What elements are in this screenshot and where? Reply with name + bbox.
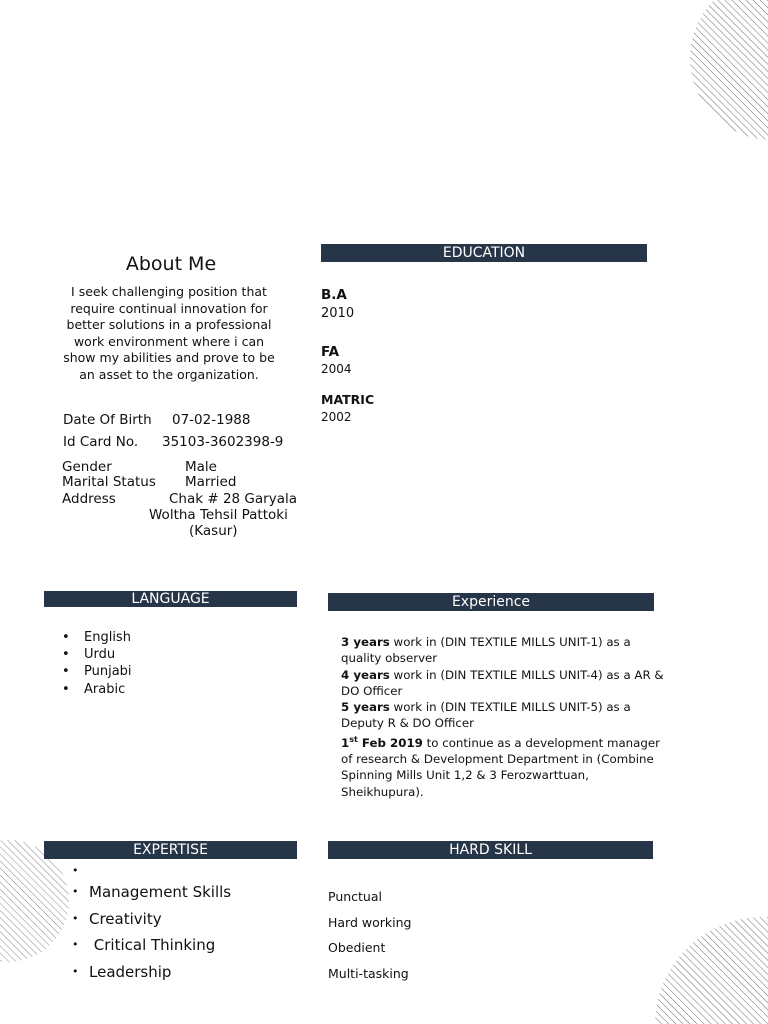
hard-skill-header: HARD SKILL: [328, 841, 653, 859]
address-line-1: Chak # 28 Garyala: [169, 491, 298, 507]
address-label: Address: [62, 491, 116, 507]
experience-duration: 3 years: [341, 635, 390, 649]
experience-description: to continue as a development manager of research & Development Department in (Combine Spinning Mills Unit 1,2 & 3 Ferozwarttuan, Sheikhupura).: [341, 735, 660, 799]
experience-duration: 5 years: [341, 700, 390, 715]
expertise-header: EXPERTISE: [44, 841, 297, 859]
hatched-circle-top-right: [689, 0, 768, 140]
experience-description: work in (DIN TEXTILE MILLS UNIT-1) as a quality observer: [341, 635, 631, 666]
id-card-value: 35103-3602398-9: [162, 434, 284, 450]
dob-value: 07-02-1988: [172, 412, 251, 428]
experience-date-rest: Feb 2019: [357, 735, 423, 750]
expertise-list: [89, 879, 231, 986]
hard-skill-item: Obedient: [328, 940, 386, 955]
experience-description: work in (DIN TEXTILE MILLS UNIT-5) as a Deputy R & DO Officer: [341, 700, 631, 731]
id-card-label: Id Card No.: [63, 434, 139, 450]
about-text: I seek challenging position that require continual innovation for better solutions in a professional work environment where i can show my abilities and prove to be an asset to the organization.: [63, 284, 275, 382]
education-year: 2010: [321, 306, 355, 321]
expertise-item: • Critical Thinking: [89, 932, 231, 959]
language-header: LANGUAGE: [44, 591, 297, 607]
expertise-item: • Creativity: [89, 906, 231, 933]
dob-label: Date Of Birth: [63, 412, 152, 428]
education-header: EDUCATION: [321, 244, 647, 262]
experience-entry: [341, 634, 671, 667]
language-item: • Arabic: [84, 681, 132, 698]
education-degree: MATRIC: [321, 392, 375, 407]
hard-skill-item: Punctual: [328, 889, 382, 904]
experience-date-day: 1: [341, 735, 350, 750]
education-year: 2002: [321, 410, 352, 424]
language-item: • English: [84, 629, 132, 646]
gender-label: Gender: [62, 459, 112, 475]
hard-skill-item: Hard working: [328, 914, 412, 930]
language-list: [84, 629, 132, 698]
experience-text: [341, 634, 671, 800]
expertise-item: • Leadership: [89, 959, 231, 986]
education-degree: B.A: [321, 287, 347, 303]
education-degree: FA: [321, 344, 340, 360]
about-title: About Me: [125, 253, 217, 275]
language-item: • Urdu: [84, 646, 132, 663]
hard-skill-item: Multi-tasking: [328, 965, 409, 981]
experience-entry: [341, 732, 671, 800]
experience-duration: 4 years: [341, 667, 390, 682]
expertise-item: • Management Skills: [89, 879, 231, 906]
hatched-circle-bottom-right: [618, 917, 768, 1024]
gender-value: Male: [185, 459, 217, 475]
experience-header: Experience: [328, 593, 654, 611]
marital-status-label: Marital Status: [62, 474, 156, 490]
experience-entry: [341, 667, 671, 700]
experience-date: [341, 736, 423, 750]
hard-skill-list: [328, 884, 411, 986]
experience-entry: [341, 699, 671, 732]
stray-bullet: •: [72, 864, 79, 877]
experience-description: work in (DIN TEXTILE MILLS UNIT-4) as a AR & DO Officer: [341, 667, 664, 698]
marital-status-value: Married: [185, 474, 237, 490]
language-item: • Punjabi: [84, 663, 132, 680]
address-line-3: (Kasur): [189, 523, 238, 539]
address-line-2: Woltha Tehsil Pattoki: [149, 507, 288, 523]
experience-date-suffix: st: [349, 734, 358, 744]
education-year: 2004: [321, 362, 352, 376]
